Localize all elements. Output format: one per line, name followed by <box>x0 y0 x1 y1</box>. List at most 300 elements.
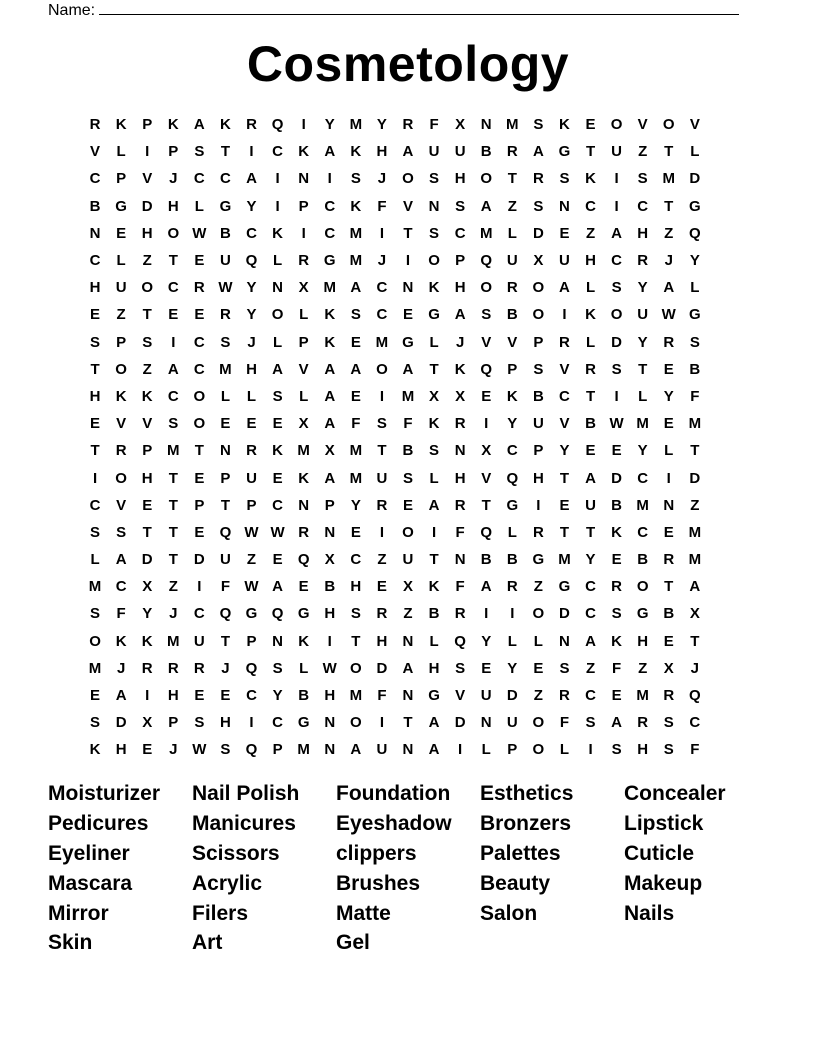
grid-letter: R <box>115 442 127 460</box>
grid-letter: R <box>193 659 205 677</box>
grid-letter: O <box>428 252 440 270</box>
grid-letter: P <box>324 496 335 514</box>
grid-letter: B <box>611 496 623 514</box>
grid-row <box>82 682 732 709</box>
grid-letter: X <box>298 415 309 433</box>
word-bank-row <box>48 809 788 839</box>
grid-letter: C <box>376 279 388 297</box>
grid-letter: A <box>585 469 596 487</box>
grid-letter: B <box>506 306 518 324</box>
grid-letter: V <box>455 687 466 705</box>
grid-letter: S <box>220 741 231 759</box>
grid-letter: Y <box>637 442 648 460</box>
grid-row <box>82 546 732 573</box>
grid-letter: E <box>350 523 361 541</box>
grid-letter: E <box>611 442 622 460</box>
grid-letter: P <box>246 632 257 650</box>
grid-letter: E <box>194 687 205 705</box>
grid-letter: O <box>271 306 284 324</box>
grid-letter: Q <box>245 252 258 270</box>
grid-letter: R <box>559 687 570 705</box>
grid-letter: M <box>88 578 102 596</box>
grid-letter: N <box>324 741 336 759</box>
grid-letter: K <box>220 116 231 134</box>
grid-letter: J <box>169 741 178 759</box>
grid-row <box>82 356 732 383</box>
grid-letter: H <box>454 279 466 297</box>
grid-letter: V <box>116 415 127 433</box>
grid-letter: M <box>297 741 310 759</box>
grid-letter: K <box>428 279 440 297</box>
grid-letter: Y <box>324 116 335 134</box>
grid-letter: Z <box>168 578 178 596</box>
grid-letter: N <box>428 197 440 215</box>
grid-letter: M <box>636 687 649 705</box>
grid-letter: D <box>689 469 701 487</box>
grid-letter: D <box>559 605 570 623</box>
grid-letter: Z <box>638 659 648 677</box>
grid-letter: R <box>532 523 544 541</box>
grid-letter: H <box>376 143 388 161</box>
grid-letter: A <box>454 306 466 324</box>
grid-letter: O <box>402 170 414 188</box>
grid-letter: C <box>272 143 283 161</box>
grid-row <box>82 600 732 627</box>
grid-row <box>82 464 732 491</box>
grid-letter: I <box>484 415 489 433</box>
grid-letter: Y <box>507 415 518 433</box>
grid-row <box>82 736 732 763</box>
grid-letter: Y <box>350 496 361 514</box>
grid-letter: C <box>637 523 649 541</box>
word-bank-row <box>48 839 788 869</box>
grid-letter: K <box>298 143 310 161</box>
grid-letter: X <box>142 714 153 732</box>
grid-letter: S <box>90 333 101 351</box>
grid-letter: M <box>688 523 702 541</box>
grid-letter: A <box>246 170 257 188</box>
grid-letter: M <box>297 442 310 460</box>
grid-letter: L <box>194 197 204 215</box>
grid-letter: P <box>116 170 127 188</box>
grid-letter: K <box>506 387 518 405</box>
grid-letter: A <box>115 551 127 569</box>
grid-letter: A <box>350 279 362 297</box>
grid-letter: T <box>429 551 439 569</box>
grid-letter: C <box>89 496 101 514</box>
grid-letter: R <box>585 360 596 378</box>
grid-letter: A <box>402 143 414 161</box>
grid-letter: C <box>193 360 205 378</box>
grid-letter: G <box>428 687 440 705</box>
grid-letter: H <box>428 659 440 677</box>
grid-letter: E <box>90 306 101 324</box>
grid-letter: S <box>272 659 283 677</box>
name-label: Name: <box>48 2 96 19</box>
grid-letter: V <box>481 469 492 487</box>
grid-letter: M <box>558 551 571 569</box>
grid-letter: E <box>194 523 205 541</box>
grid-letter: I <box>484 605 489 623</box>
grid-letter: T <box>168 523 178 541</box>
grid-letter: M <box>349 687 363 705</box>
grid-letter: U <box>506 714 518 732</box>
grid-letter: C <box>193 605 205 623</box>
grid-letter: E <box>116 224 127 242</box>
grid-letter: H <box>89 387 101 405</box>
name-field[interactable] <box>48 0 739 20</box>
grid-letter: S <box>533 197 544 215</box>
word-bank-item: Matte <box>336 901 391 925</box>
grid-letter: C <box>324 224 336 242</box>
grid-letter: P <box>298 333 309 351</box>
grid-letter: A <box>480 197 492 215</box>
grid-letter: E <box>272 415 283 433</box>
grid-letter: G <box>115 197 127 215</box>
grid-letter: O <box>480 279 493 297</box>
grid-letter: C <box>585 197 596 215</box>
grid-row <box>82 220 732 247</box>
grid-letter: P <box>507 360 518 378</box>
grid-letter: Z <box>142 360 152 378</box>
grid-letter: U <box>532 415 544 433</box>
grid-letter: Q <box>245 659 258 677</box>
grid-letter: N <box>324 714 336 732</box>
grid-letter: W <box>218 279 233 297</box>
grid-letter: I <box>405 252 411 270</box>
grid-letter: E <box>194 469 205 487</box>
grid-letter: I <box>275 197 280 215</box>
word-bank-item: Cuticle <box>624 841 695 865</box>
grid-letter: S <box>611 360 622 378</box>
grid-letter: H <box>454 469 466 487</box>
grid-letter: T <box>559 469 570 487</box>
grid-letter: Q <box>297 551 310 569</box>
grid-letter: M <box>479 224 493 242</box>
grid-letter: R <box>376 496 388 514</box>
grid-letter: J <box>169 170 178 188</box>
grid-letter: A <box>663 279 675 297</box>
grid-letter: T <box>690 442 700 460</box>
grid-letter: G <box>506 496 519 514</box>
grid-letter: O <box>349 659 362 677</box>
grid-letter: M <box>349 469 363 487</box>
grid-letter: H <box>637 632 649 650</box>
grid-letter: C <box>637 197 649 215</box>
grid-letter: K <box>141 632 153 650</box>
grid-letter: L <box>507 632 517 650</box>
grid-letter: E <box>402 496 413 514</box>
grid-letter: C <box>637 469 649 487</box>
grid-letter: V <box>402 197 413 215</box>
grid-letter: C <box>272 714 283 732</box>
grid-letter: T <box>168 469 178 487</box>
grid-letter: Y <box>637 279 648 297</box>
grid-letter: E <box>585 116 596 134</box>
grid-letter: H <box>89 279 101 297</box>
grid-letter: S <box>376 415 387 433</box>
grid-letter: E <box>611 551 622 569</box>
grid-letter: B <box>637 551 649 569</box>
grid-letter: T <box>481 496 491 514</box>
grid-letter: X <box>429 387 440 405</box>
grid-letter: Z <box>533 578 543 596</box>
grid-letter: Y <box>246 279 257 297</box>
grid-letter: A <box>350 741 362 759</box>
word-bank-item: Makeup <box>624 871 703 895</box>
grid-letter: G <box>558 578 571 596</box>
grid-letter: O <box>532 279 545 297</box>
grid-letter: V <box>637 116 648 134</box>
page-title: Cosmetology <box>246 36 570 92</box>
grid-letter: C <box>585 578 596 596</box>
word-bank-item: Nails <box>624 901 675 925</box>
grid-letter: D <box>611 333 623 351</box>
grid-letter: N <box>454 551 466 569</box>
grid-letter: K <box>585 170 596 188</box>
grid-letter: W <box>322 659 337 677</box>
grid-row <box>82 247 732 274</box>
grid-letter: C <box>506 442 518 460</box>
grid-letter: W <box>192 224 207 242</box>
grid-letter: C <box>246 687 257 705</box>
grid-letter: Z <box>116 306 126 324</box>
grid-letter: N <box>454 442 466 460</box>
grid-letter: E <box>585 442 596 460</box>
grid-letter: Q <box>271 605 284 623</box>
word-bank-item: Beauty <box>480 871 551 895</box>
grid-letter: F <box>377 687 387 705</box>
grid-letter: S <box>90 605 101 623</box>
grid-letter: K <box>454 360 466 378</box>
grid-letter: S <box>533 360 544 378</box>
grid-letter: Z <box>377 551 387 569</box>
grid-letter: D <box>193 551 205 569</box>
grid-letter: S <box>533 116 544 134</box>
grid-letter: A <box>428 741 440 759</box>
grid-letter: R <box>246 116 257 134</box>
grid-letter: W <box>661 306 676 324</box>
grid-letter: I <box>145 687 150 705</box>
grid-letter: K <box>324 306 336 324</box>
grid-letter: C <box>193 170 205 188</box>
grid-letter: V <box>507 333 518 351</box>
grid-letter: O <box>115 360 127 378</box>
grid-letter: U <box>193 632 205 650</box>
grid-letter: L <box>116 143 126 161</box>
grid-letter: N <box>402 741 414 759</box>
grid-letter: U <box>376 741 388 759</box>
grid-letter: K <box>89 741 101 759</box>
grid-letter: S <box>637 170 648 188</box>
grid-letter: S <box>350 170 361 188</box>
grid-letter: L <box>507 224 517 242</box>
grid-letter: V <box>481 333 492 351</box>
grid-letter: G <box>689 306 701 324</box>
grid-letter: G <box>558 143 571 161</box>
word-bank-item: Nail Polish <box>192 782 300 806</box>
grid-letter: P <box>507 741 518 759</box>
grid-letter: N <box>559 197 570 215</box>
grid-letter: V <box>559 360 570 378</box>
grid-letter: I <box>171 333 176 351</box>
grid-letter: U <box>115 279 127 297</box>
grid-letter: D <box>532 224 544 242</box>
grid-letter: F <box>429 116 439 134</box>
grid-letter: Z <box>664 224 674 242</box>
grid-letter: A <box>689 578 701 596</box>
grid-letter: K <box>428 578 440 596</box>
grid-letter: T <box>585 143 596 161</box>
grid-letter: T <box>168 252 178 270</box>
grid-letter: L <box>585 333 596 351</box>
grid-letter: A <box>324 387 336 405</box>
grid-letter: I <box>379 714 384 732</box>
grid-letter: T <box>377 442 387 460</box>
grid-letter: X <box>533 252 544 270</box>
grid-letter: R <box>454 605 466 623</box>
grid-letter: F <box>690 387 700 405</box>
grid-letter: U <box>585 496 596 514</box>
grid-letter: T <box>403 714 413 732</box>
grid-letter: L <box>299 387 309 405</box>
grid-letter: H <box>350 578 362 596</box>
grid-letter: I <box>614 197 619 215</box>
grid-letter: S <box>611 741 622 759</box>
word-bank-row <box>48 779 788 809</box>
grid-letter: X <box>663 659 674 677</box>
grid-letter: Y <box>246 197 257 215</box>
grid-letter: W <box>192 741 207 759</box>
grid-letter: M <box>88 659 102 677</box>
grid-letter: M <box>688 415 702 433</box>
grid-letter: O <box>402 523 414 541</box>
grid-letter: K <box>559 116 570 134</box>
grid-letter: F <box>403 415 413 433</box>
grid-letter: V <box>142 170 153 188</box>
grid-letter: S <box>272 387 283 405</box>
grid-letter: Y <box>376 116 387 134</box>
grid-letter: O <box>610 306 623 324</box>
grid-letter: Y <box>142 605 153 623</box>
grid-letter: I <box>588 741 593 759</box>
grid-letter: E <box>168 306 179 324</box>
grid-letter: R <box>532 170 544 188</box>
grid-letter: R <box>559 333 570 351</box>
grid-letter: Z <box>533 687 543 705</box>
grid-letter: X <box>324 551 335 569</box>
grid-letter: D <box>611 469 623 487</box>
word-bank-item: Eyeshadow <box>336 812 452 836</box>
grid-letter: U <box>637 306 649 324</box>
grid-letter: E <box>90 687 101 705</box>
grid-letter: T <box>220 143 231 161</box>
grid-letter: Z <box>507 197 517 215</box>
grid-letter: C <box>220 170 231 188</box>
grid-row <box>82 709 732 736</box>
grid-letter: F <box>559 714 570 732</box>
grid-letter: T <box>168 551 178 569</box>
grid-letter: S <box>429 442 440 460</box>
grid-letter: Y <box>507 659 518 677</box>
grid-letter: A <box>350 360 362 378</box>
grid-letter: K <box>272 442 283 460</box>
grid-letter: L <box>246 387 257 405</box>
grid-letter: S <box>611 605 622 623</box>
grid-letter: L <box>299 306 309 324</box>
grid-letter: E <box>559 496 570 514</box>
grid-letter: P <box>533 333 544 351</box>
grid-letter: C <box>324 197 336 215</box>
word-bank-item: Brushes <box>336 871 421 895</box>
grid-row <box>82 655 732 682</box>
grid-letter: R <box>167 659 179 677</box>
grid-letter: A <box>611 224 623 242</box>
grid-letter: T <box>638 360 648 378</box>
grid-letter: R <box>663 551 675 569</box>
grid-letter: F <box>612 659 622 677</box>
grid-letter: S <box>350 605 361 623</box>
grid-letter: Q <box>480 360 493 378</box>
grid-letter: Q <box>219 523 232 541</box>
grid-letter: V <box>116 496 127 514</box>
grid-letter: T <box>90 442 100 460</box>
grid-letter: Z <box>142 252 152 270</box>
grid-letter: I <box>249 143 254 161</box>
grid-letter: E <box>559 224 570 242</box>
grid-letter: E <box>272 551 283 569</box>
grid-letter: O <box>349 714 362 732</box>
grid-letter: N <box>298 170 310 188</box>
word-bank-item: Mirror <box>48 901 109 925</box>
grid-letter: N <box>272 279 283 297</box>
grid-letter: T <box>585 523 596 541</box>
grid-letter: Y <box>689 252 700 270</box>
grid-letter: C <box>115 578 127 596</box>
grid-letter: X <box>324 442 335 460</box>
grid-row <box>82 519 732 546</box>
grid-letter: K <box>350 143 362 161</box>
grid-row <box>82 492 732 519</box>
grid-letter: S <box>220 333 231 351</box>
grid-letter: H <box>376 632 388 650</box>
grid-letter: B <box>324 578 336 596</box>
grid-letter: R <box>246 442 257 460</box>
grid-letter: Y <box>246 306 257 324</box>
grid-letter: D <box>689 170 701 188</box>
name-blank-line[interactable] <box>99 0 739 15</box>
grid-letter: K <box>611 523 623 541</box>
grid-letter: E <box>350 387 361 405</box>
grid-letter: T <box>220 496 231 514</box>
grid-letter: B <box>428 605 440 623</box>
grid-letter: M <box>219 360 232 378</box>
grid-letter: X <box>142 578 153 596</box>
grid-letter: L <box>299 659 309 677</box>
grid-letter: R <box>376 605 388 623</box>
word-bank-item: Scissors <box>192 841 280 865</box>
grid-letter: S <box>481 306 492 324</box>
grid-letter: R <box>89 116 101 134</box>
grid-letter: Q <box>689 687 701 705</box>
grid-letter: G <box>636 605 649 623</box>
grid-letter: E <box>90 415 101 433</box>
grid-letter: L <box>507 523 517 541</box>
grid-letter: F <box>220 578 231 596</box>
grid-letter: O <box>141 279 154 297</box>
grid-letter: Z <box>690 496 700 514</box>
grid-letter: U <box>428 143 440 161</box>
